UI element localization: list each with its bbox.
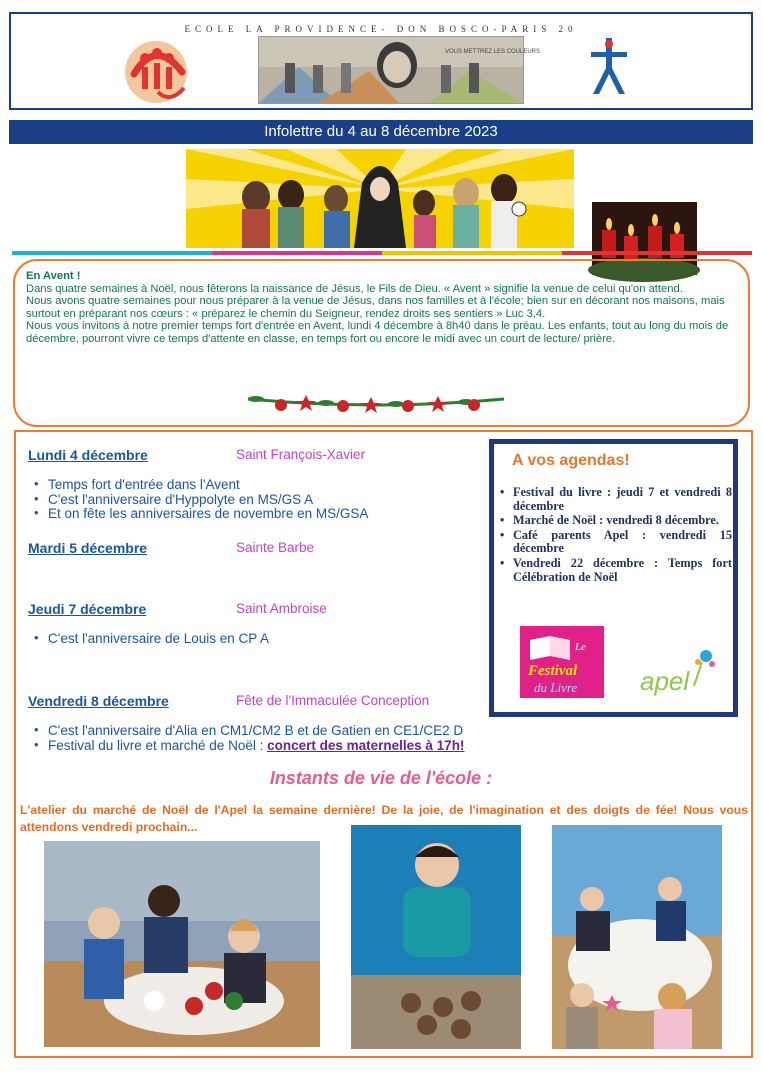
advent-paragraph-2: Nous avons quatre semaines pour nous préparer à la venue de Jésus, dans nos familles et à l'école; bien sur en décorant nos maisons, mais surtout en préparant nos cœurs : « préparez le chemin du Seigneur, rendez droits ses sentiers » Luc 3,4. [26, 295, 725, 320]
cross-logo [581, 34, 637, 100]
advent-paragraph-3: Nous vous invitons à notre premier temps fort d'entrée en Avent, lundi 4 décembre à 8h40 dans le préau. Les enfants, tout au long du mois de décembre, pourront vivre ce temps d'attente en classe, en temps fort ou encore le midi avec un court de lecture/ prière. [26, 320, 729, 345]
day-monday: Lundi 4 décembre [28, 447, 148, 463]
festival-logo-word: Festival [528, 663, 578, 679]
agenda-title: A vos agendas! [512, 452, 630, 469]
list-item: • C'est l'anniversaire de Louis en CP A [30, 632, 480, 647]
atelier-text: L'atelier du marché de Noël de l'Apel la semaine dernière! De la joie, de l'imagination et des doigts de fée! Nous vous attendons vendredi prochain... [20, 803, 748, 834]
festival-du-livre-logo [520, 626, 604, 698]
list-item: • C'est l'anniversaire d'Hyppolyte en MS/GS A [30, 493, 480, 508]
divider-stripe-blue [12, 251, 212, 255]
agenda-item: • Café parents Apel : vendredi 15 décembre [499, 529, 732, 556]
thursday-list [30, 632, 480, 647]
list-item: • C'est l'anniversaire d'Alia en CM1/CM2 B et de Gatien en CE1/CE2 D [30, 724, 730, 739]
advent-banner-image [186, 149, 574, 248]
divider-stripe-pink [212, 251, 382, 255]
mural-caption: VOUS METTREZ LES COULEURS [445, 49, 541, 55]
apel-logo-text: apel [640, 666, 690, 696]
agenda-item: • Marché de Noël : vendredi 8 décembre. [499, 514, 732, 528]
advent-paragraph-1: Dans quatre semaines à Noël, nous fêterons la naissance de Jésus, le Fils de Dieu. « Avent » signifie la venue de celui qu'on attend. [26, 282, 683, 295]
photo-workshop-children [44, 841, 320, 1047]
advent-heading: En Avent ! [26, 270, 81, 282]
list-item [30, 739, 730, 754]
don-bosco-mural-image [258, 36, 541, 104]
agenda-list [499, 486, 732, 585]
saint-tuesday: Sainte Barbe [236, 540, 315, 555]
divider-stripe-red [562, 251, 752, 255]
day-friday: Vendredi 8 décembre [28, 693, 169, 709]
festival-logo-le: Le [575, 641, 586, 653]
list-item: • Temps fort d'entrée dans l'Avent [30, 478, 480, 493]
day-tuesday: Mardi 5 décembre [28, 540, 148, 556]
newsletter-title: Infolettre du 4 au 8 décembre 2023 [9, 120, 753, 144]
holly-garland-decoration [246, 391, 506, 413]
festival-text: Festival du livre et marché de Noël : [48, 737, 268, 753]
day-thursday: Jeudi 7 décembre [28, 601, 147, 617]
saint-thursday: Saint Ambroise [236, 601, 327, 616]
saint-monday: Saint François-Xavier [236, 447, 366, 462]
advent-text [26, 270, 742, 346]
photo-teacher-decorations [351, 825, 521, 1049]
saint-friday: Fête de l'Immaculée Conception [236, 693, 430, 708]
agenda-item: • Vendredi 22 décembre : Temps fort Célébration de Noël [499, 557, 732, 584]
divider-stripe-yellow [382, 251, 562, 255]
school-name: ECOLE LA PROVIDENCE- DON BOSCO-PARIS 20 [184, 24, 578, 34]
monday-list [30, 478, 480, 522]
apel-logo [636, 646, 722, 698]
salesian-family-logo [122, 34, 192, 104]
agenda-item: • Festival du livre : jeudi 7 et vendredi 8 décembre [499, 486, 732, 513]
instants-title: Instants de vie de l'école : [269, 768, 493, 788]
photo-children-table [552, 825, 722, 1049]
festival-logo-du-livre: du Livre [534, 680, 578, 695]
concert-link[interactable]: concert des maternelles à 17h! [267, 737, 465, 753]
friday-list [30, 724, 730, 753]
list-item: • Et on fête les anniversaires de novembre en MS/GSA [30, 507, 480, 522]
